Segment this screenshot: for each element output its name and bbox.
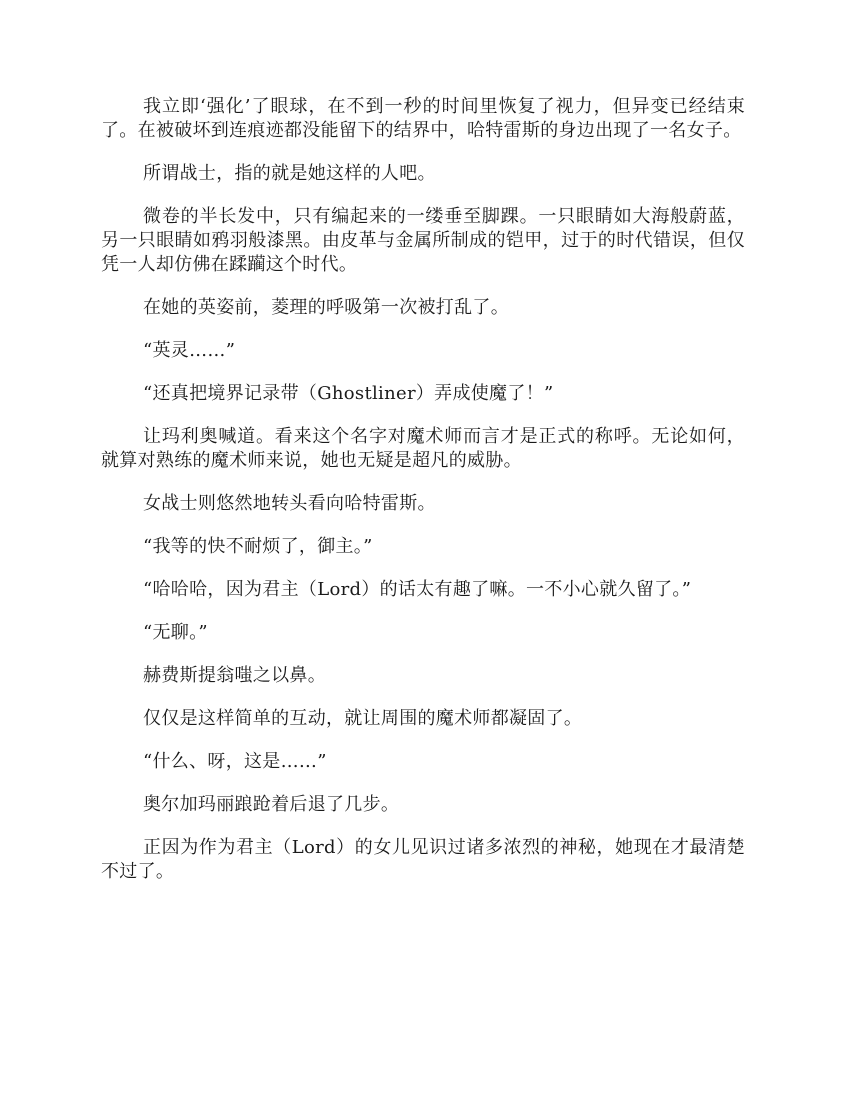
paragraph: 我立即‘强化’了眼球，在不到一秒的时间里恢复了视力，但异变已经结束了。在被破坏到连痕迹都没能留下的结界中，哈特雷斯的身边出现了一名女子。 — [101, 96, 745, 141]
paragraph: 仅仅是这样简单的互动，就让周围的魔术师都凝固了。 — [143, 708, 583, 729]
paragraph: 微卷的半长发中，只有编起来的一缕垂至脚踝。一只眼睛如大海般蔚蓝，另一只眼睛如鸦羽般漆黑。由皮革与金属所制成的铠甲，过于的时代错误，但仅凭一人却仿佛在蹂躏这个时代。 — [101, 206, 745, 275]
paragraph: 在她的英姿前，菱理的呼吸第一次被打乱了。 — [143, 297, 509, 318]
paragraph: “还真把境界记录带（Ghostliner）弄成使魔了！” — [143, 383, 554, 404]
paragraph: “英灵……” — [143, 340, 236, 361]
paragraph: 所谓战士，指的就是她这样的人吧。 — [143, 163, 436, 184]
paragraph: 赫费斯提翁嗤之以鼻。 — [143, 665, 326, 686]
paragraph: “哈哈哈，因为君主（Lord）的话太有趣了嘛。一不小心就久留了。” — [143, 579, 692, 600]
paragraph: 正因为作为君主（Lord）的女儿见识过诸多浓烈的神秘，她现在才最清楚不过了。 — [101, 837, 745, 882]
paragraph: 奥尔加玛丽踉跄着后退了几步。 — [143, 794, 400, 815]
paragraph: “什么、呀，这是……” — [143, 751, 327, 772]
paragraph: 让玛利奥喊道。看来这个名字对魔术师而言才是正式的称呼。无论如何，就算对熟练的魔术师来说，她也无疑是超凡的威胁。 — [101, 426, 745, 471]
paragraph: “无聊。” — [143, 622, 208, 643]
paragraph: “我等的快不耐烦了，御主。” — [143, 536, 373, 557]
paragraph: 女战士则悠然地转头看向哈特雷斯。 — [143, 493, 436, 514]
document-page — [101, 95, 745, 903]
